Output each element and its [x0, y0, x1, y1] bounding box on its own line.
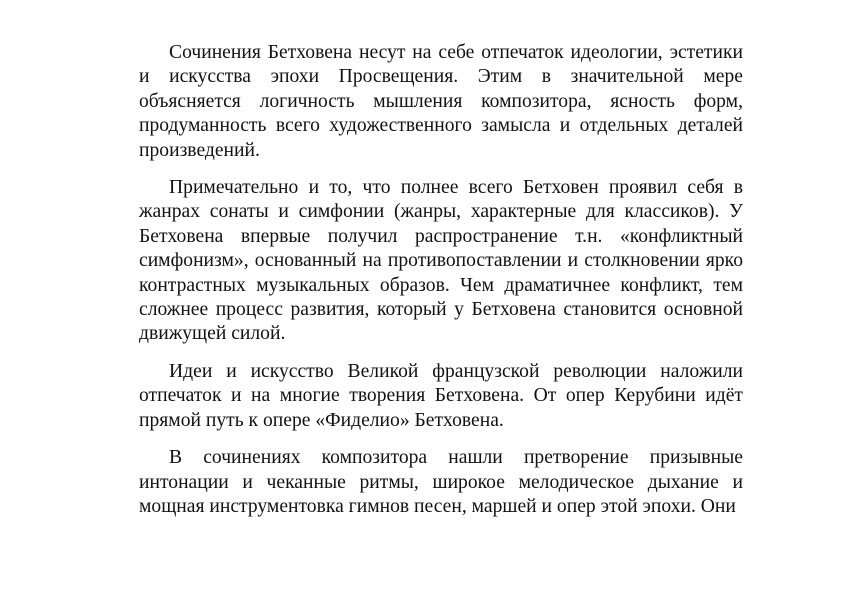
- paragraph-1: Сочинения Бетховена несут на себе отпечаток идеологии, эстетики и искусства эпохи Просвещения. Этим в значительной мере объясняется логичность мышления композитора, ясность форм, продуманность всего художественного замысла и отдельных деталей произведений.: [139, 42, 743, 161]
- paragraph-2: Примечательно и то, что полнее всего Бетховен проявил себя в жанрах сонаты и симфонии (жанры, характерные для классиков). У Бетховена впервые получил распространение т.н. «конфликтный симфонизм», основанный на противопоставлении и столкновении ярко контрастных музыкальных образов. Чем драматичнее конфликт, тем сложнее процесс развития, который у Бетховена становится основной движущей силой.: [139, 177, 743, 345]
- paragraph-3: Идеи и искусство Великой французской революции наложили отпечаток и на многие творения Бетховена. От опер Керубини идёт прямой путь к опере «Фиделио» Бетховена.: [139, 360, 743, 431]
- document-text: [139, 41, 743, 519]
- paragraph-4: В сочинениях композитора нашли претворение призывные интонации и чеканные ритмы, широкое мелодическое дыхание и мощная инструментовка гимнов песен, маршей и опер этой эпохи. Они: [139, 447, 743, 517]
